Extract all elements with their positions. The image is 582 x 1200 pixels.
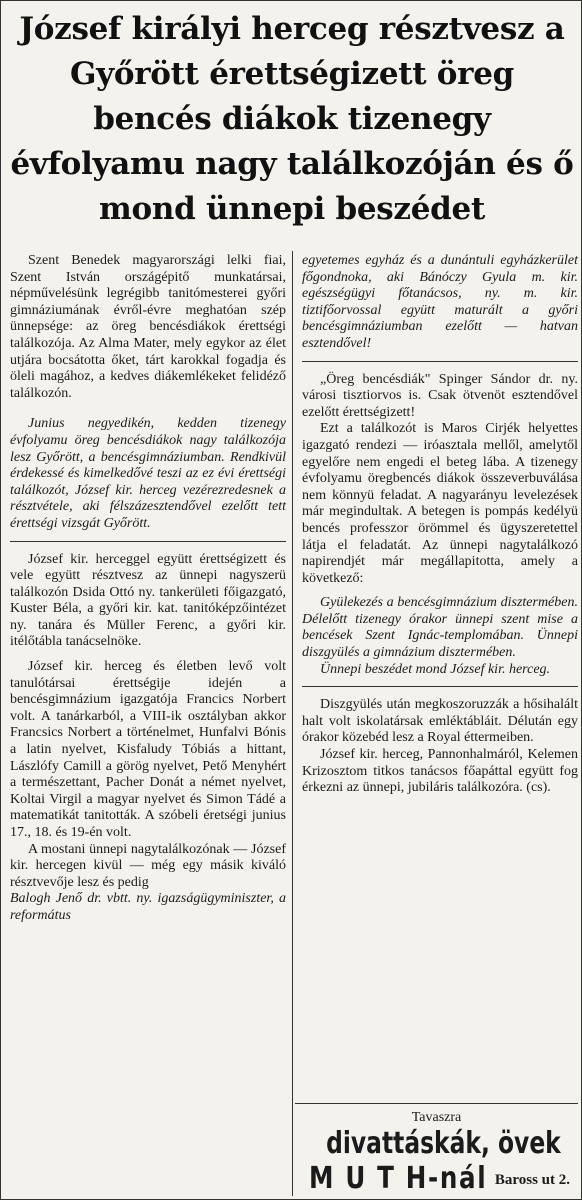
paragraph-organizer: Ezt a találkozót is Maros Cirjék helyettes igazgató rendezi — iróasztala mellől, amelytől egyelőre nem engedi el beteg lába. A tizenegy évfolyamu öregbencés diákok összeverbuválása nem könnyü feladat. A nagyarányu levelezések már megindultak. A betegen is pompás kedélyü bencés professzor örömmel és ügyszeretettel látja el feladatát. Az ünnepi nagytalálkozó napirendjét már megállapitotta, amely a következő: bbox=[302, 421, 578, 586]
advert-address: Baross ut 2. bbox=[494, 1172, 570, 1188]
article-headline: József királyi herceg résztvesz a Győrött érettségizett öreg bencés diákok tizenegy évfolyamu nagy találkozóján és ő mond ünnepi beszédet bbox=[10, 11, 574, 227]
paragraph-speech: Ünnepi beszédet mond József kir. herceg. bbox=[320, 661, 551, 677]
paragraph-wreath: Diszgyülés után megkoszoruzzák a hősihalált halt volt iskolatársak emléktábláit. Délután egy órakor közebéd lesz a Royal éttermeiben. bbox=[302, 697, 578, 746]
paragraph-announcement: Junius negyedikén, kedden tizenegy évfolyamu öreg bencésdiákok nagy találkozója lesz Győrött, a bencésgimnáziumban. Rendkivül érdekessé és kimelkedővé teszi az ez évi érettségi találkozót, József kir. herceg vezérezredesnek a résztvétele, aki félszázesztendővel ezelőtt tett érettségi vizsgát Győrött. bbox=[10, 416, 286, 531]
right-column bbox=[302, 253, 578, 797]
section-divider bbox=[302, 686, 578, 687]
left-column bbox=[10, 253, 286, 925]
advert-shop-name: M U T H-nál bbox=[309, 1161, 488, 1196]
paragraph-programme: Gyülekezés a bencésgimnázium disztermében. Délelőtt tizenegy órakor ünnepi szent mise a bencések Szent Ignác-templomában. Ünnepi diszgyülés a gimnázium disztermében. bbox=[302, 595, 578, 661]
column-divider bbox=[292, 251, 293, 1196]
advertisement bbox=[295, 1103, 578, 1196]
paragraph-intro: Szent Benedek magyarországi lelki fiai, Szent István országépitő munkatársai, népművelésünk legrégibb tanitómesterei győri gimnáziumának évről-évre meghatóan szép ünnepsége: az öreg bencésdiákok érettségi találkozója. Az Alma Mater, mely egykor az élet utjára bocsátotta őket, tárt karokkal fogadja és öleli magához, a kedves diákemlékeket felidéző találkozón. bbox=[10, 253, 286, 401]
advert-headline: divattáskák, övek bbox=[326, 1126, 561, 1161]
advert-pretext: Tavaszra bbox=[411, 1110, 462, 1125]
paragraph-classmates: József kir. herceggel együtt érettségizett és vele együtt résztvesz az ünnepi nagyszerü találkozón Dsida Ottó ny. tankerületi főigazgató, Kuster Béla, a győri kir. kat. tanitóképzőintézet ny. tanára és Müller Ferenc, a győri kir. itélőtábla tanácselnöke. bbox=[10, 551, 286, 650]
paragraph-balogh-continued: egyetemes egyház és a dunántuli egyházkerület főgondnoka, aki Bánóczy Gyula m. kir. egészségügyi főtanácsos, ny. m. kir. tiztifőorvossal együtt maturált a győri bencésgimnáziumban ezelőtt — hatvan esztendővel! bbox=[302, 253, 578, 351]
section-divider bbox=[302, 361, 578, 362]
paragraph-spinger: „Öreg bencésdiák" Spinger Sándor dr. ny. városi tisztiorvos is. Csak ötvenöt esztendővel ezelőtt érettségizett! bbox=[302, 371, 578, 420]
paragraph-teachers: József kir. herceg és életben levő volt tanulótársai érettségije idején a bencésgimnázium igazgatója Francics Norbert volt. A tanárkarból, a VIII-ik osztályban akkor Francsics Norbert a történelmet, Hunfalvi Bónis a latin nyelvet, Kisfaludy Tóbiás a hittant, Lászlófy Camill a görög nyelvet, Pető Menyhért a természettant, Pacher Donát a német nyelvet, Koltai Virgil a magyar nyelvet és Simon Tádé a matematikát tanitották. A szóbeli éretségi junius 17., 18. és 19-én volt. bbox=[10, 659, 286, 840]
paragraph-other-participant: A mostani ünnepi nagytalálkozónak — József kir. hercegen kivül — még egy másik kiváló résztvevője lesz és pedig bbox=[10, 841, 286, 890]
paragraph-balogh: Balogh Jenő dr. vbtt. ny. igazságügyminiszter, a református bbox=[10, 891, 286, 923]
paragraph-arrival: József kir. herceg, Pannonhalmáról, Kelemen Krizosztom titkos tanácsos főapáttal együtt fog érkezni az ünnepi, jubiláris találkozóra. (cs). bbox=[302, 747, 578, 796]
section-divider bbox=[10, 541, 286, 542]
